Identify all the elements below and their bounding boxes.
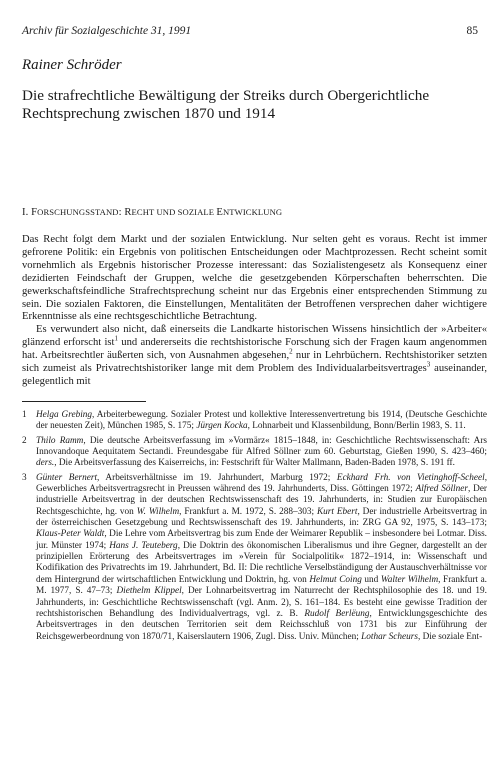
article-author: Rainer Schröder (22, 57, 122, 73)
footnote-text: , Arbeitsverhältnisse im 19. Jahrhundert, Marburg 1972; (97, 472, 337, 483)
footnote-author-name: Alfred Söllner (415, 484, 468, 495)
paragraph-2-text-d: auseinander, gelegentlich mit (22, 363, 487, 387)
heading-part-1-smallcaps: ORSCHUNGSSTAND (37, 207, 119, 217)
footnote-text: , Die Doktrin des ökonomischen Liberalismus und ihre Gegner, dargestellt an der prinzipiellen Erörterung des Arbeitsvertrages im »Verein für Socialpolitik« 1872–1914, in: Wissenschaft und Kodifikation des Privatrechts im 19. Jahrhundert, Bd. II: Die rechtliche Verselbständigung der Austauschverhältnisse vor dem Hintergrund der wirtschaftlichen Entwicklung und Doktrin, hg. von (36, 540, 487, 585)
footnote-text: , Frankfurt a. M. 1977, S. 47–73; (36, 574, 487, 597)
footnote-text: , Die Lehre vom Arbeitsvertrag bis zum Ende der Weimarer Republik – insbesondere bei Lotmar. Diss. jur. Münster 1974; (36, 529, 487, 551)
footnote-author-name: Rudolf Berlëung (304, 608, 370, 619)
footnote-text: , Der industrielle Arbeitsvertrag in der deutschen Rechtswissenschaft des 19. Jahrhunderts, in: Studien zur Europäischen Rechtsgeschichte, hg. von (36, 484, 488, 517)
paragraph-1: Das Recht folgt dem Markt und der sozialen Entwicklung. Nur selten geht es voraus. Recht ist immer gefrorene Politik: ein Ergebnis von politischen Entscheidungen oder Machtprozessen. Recht scheint somit vornehmlich als Ergebnis historischer Prozesse interessant: das Sozialistengesetz als Konsequenz einer dezidierten Feindschaft der Gruppen, welche die gesetzgebenden Körperschaften beherrschten. Die gewerkschaftsfeindliche Strafrechtsprechung scheint nur das Ergebnis einer entsprechenden Stimmung zu sein. Die sozialen Faktoren, die Einstellungen, Mentalitäten der Betroffenen versprechen daher wichtigere Erkenntnisse als eine rechtsgeschichtliche Betrachtung. (22, 234, 487, 323)
footnote-text: , Die deutsche Arbeitsverfassung im »Vormärz« 1815–1848, in: Geschichtliche Rechtswissenschaft: Ars Innovandoque Aequitatem Sectandi. Freundesgabe für Alfred Söllner zum 60. Geburtstag, Gießen 1990, S. 423–460; (36, 435, 488, 458)
section-numeral: I. (22, 207, 29, 218)
footnote-3 (22, 473, 487, 643)
footnote-author-name: Diethelm Klippel (116, 586, 182, 597)
footnote-author-name: W. Wilhelm (136, 506, 180, 517)
footnote-author-name: Helga Grebing (36, 410, 93, 420)
heading-part-3-initial: E (216, 207, 223, 218)
footnote-author-name: Jürgen Kocka (196, 421, 248, 432)
paragraph-2-text-c: nur in Lehrbüchern. Rechtshistoriker setzten sich zumeist als Privatrechtshistoriker lange mit dem Problem des Individualarbeitsvertrages (22, 350, 487, 375)
body-text (22, 234, 487, 389)
heading-part-3-smallcaps: NTWICKLUNG (222, 207, 283, 217)
footnote-author-name: Hans J. Teuteberg (109, 540, 178, 551)
paragraph-2 (22, 324, 487, 389)
page-number: 85 (466, 25, 478, 37)
heading-part-1-initial: F (31, 207, 38, 218)
paragraph-2-text-b: und andererseits die rechtshistorische Forschung sich der Fragen kaum angenommen hat. Arbeitsrechtler äußerten sich, von Ausnahmen abgesehen, (22, 337, 487, 362)
paragraph-2-text-a: Es verwundert also nicht, daß einerseits die Landkarte historischen Wissens hinsichtlich der »Arbeiter« glänzend erforscht ist (22, 324, 487, 349)
footnote-text: , Frankfurt a. M. 1972, S. 288–303; (179, 506, 317, 517)
section-heading (22, 207, 282, 218)
heading-colon: : (118, 207, 122, 218)
article-title: Die strafrechtliche Bewältigung der Streiks durch Obergerichtliche Rechtsprechung zwischen 1870 und 1914 (22, 87, 430, 122)
footnote-text: , Der industrielle Arbeitsvertrag in der österreichischen Gesetzgebung und Rechtswissenschaft des 19. Jahrhunderts, in: ZRG GA 92, 1975, S. 143–173; (36, 506, 488, 529)
footnote-text: , Entwicklungsgeschichte des Arbeitsvertrages in den deutschen Territorien seit dem Reichsschluß von 1731 bis zur Einführung der Reichsgewerbeordnung von 1870/71, Kaiserslautern 1906, Zugl. Diss. Univ. München; (36, 608, 487, 642)
footnote-author-name: Günter Bernert (36, 472, 98, 483)
footnote-2 (22, 436, 487, 470)
footnote-number: 2 (22, 435, 27, 446)
footnote-1 (22, 410, 487, 433)
footnote-text: , Der Lohnarbeitsvertrag im Naturrecht der Rechtsphilosophie des 18. und 19. Jahrhunderts, in: Geschichtliche Rechtswissenschaft (vgl. Anm. 2), S. 161–184. Es besteht eine gewisse Tradition der rechtshistorischen Behandlung des Individualvertrags, vgl. z. B. (36, 586, 487, 619)
footnote-text: und (361, 574, 381, 585)
running-head: Archiv für Sozialgeschichte 31, 1991 (22, 25, 192, 37)
footnote-number: 3 (22, 472, 27, 483)
footnote-divider (22, 401, 146, 402)
footnote-ref-1[interactable]: 1 (114, 334, 118, 343)
footnote-text: , Die Arbeitsverfassung des Kaiserreichs, in: Festschrift für Walter Mallmann, Baden-Baden 1978, S. 191 ff. (54, 458, 455, 469)
heading-part-2-initial: R (124, 207, 132, 218)
footnote-author-name: Helmut Coing (309, 574, 362, 585)
footnote-author-name: Walter Wilhelm (380, 574, 439, 585)
heading-part-2-smallcaps: ECHT UND SOZIALE (131, 207, 217, 217)
footnote-text: , Arbeiterbewegung. Sozialer Protest und kollektive Interessenvertretung bis 1914, (Deutsche Geschichte der neuesten Zeit), München 1985, S. 175; (36, 410, 487, 432)
footnote-author-name: Eckhard Frh. von Vietinghoff-Scheel (336, 472, 485, 483)
footnote-ref-2[interactable]: 2 (289, 347, 293, 356)
footnote-author-name: Kurt Ebert (317, 506, 358, 517)
footnote-number: 1 (22, 410, 27, 420)
footnote-author-name: Lothar Scheurs (361, 631, 418, 642)
footnote-text: , Die soziale Ent- (417, 631, 483, 642)
footnote-text: , Gewerbliches Arbeitsvertragsrecht in Preussen während des 19. Jahrhunderts, Diss. Göttingen 1972; (36, 472, 487, 495)
footnotes (22, 410, 487, 646)
footnote-author-name: Klaus-Peter Waldt (36, 529, 105, 540)
footnote-author-name: ders. (36, 458, 55, 469)
footnote-author-name: Thilo Ramm (36, 435, 84, 446)
footnote-ref-3[interactable]: 3 (426, 360, 431, 369)
footnote-text: , Lohnarbeit und Klassenbildung, Bonn/Berlin 1983, S. 11. (247, 421, 466, 432)
